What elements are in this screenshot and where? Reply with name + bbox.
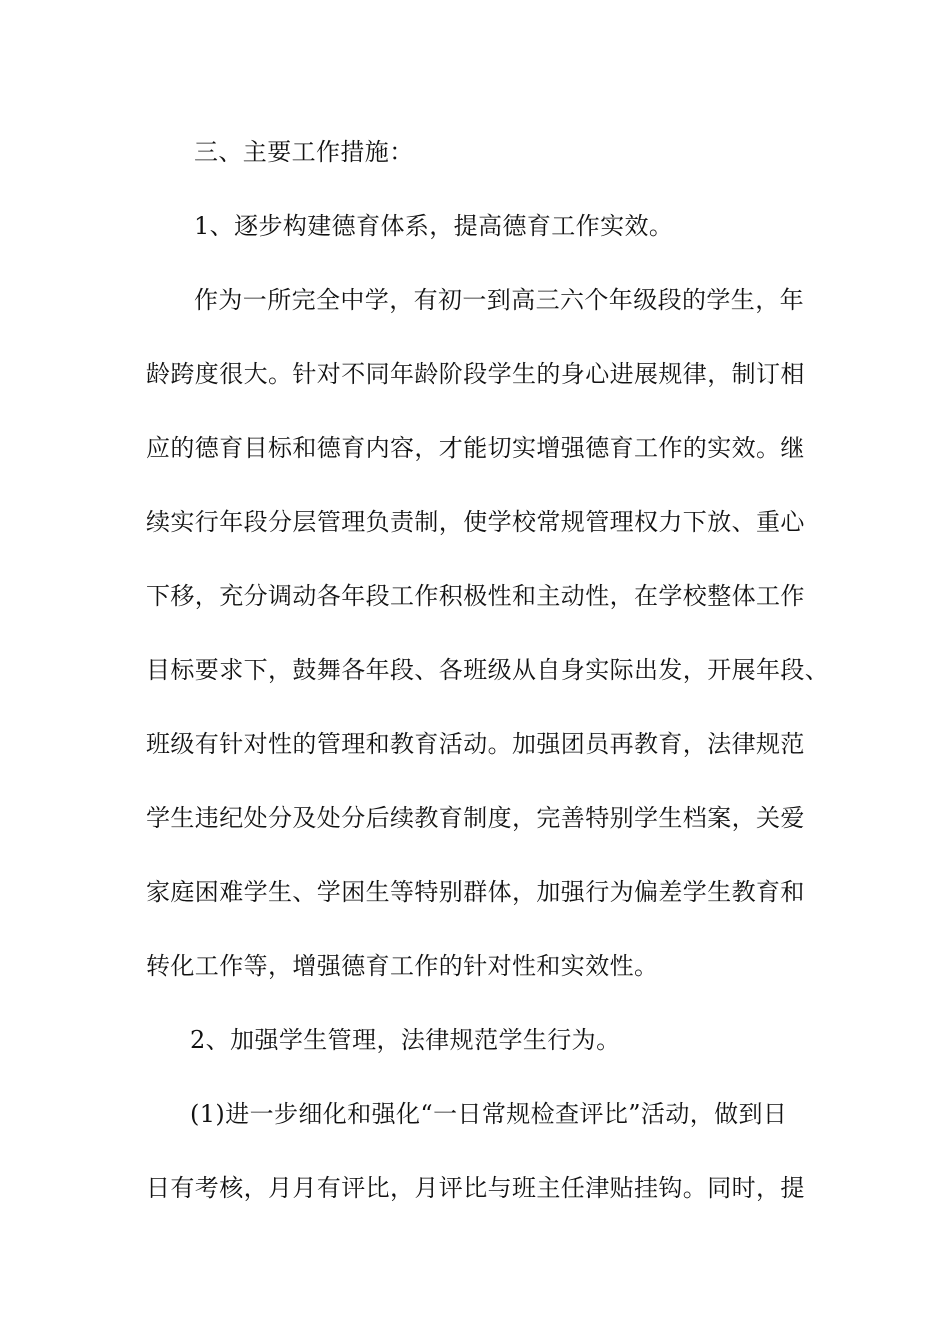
paragraph-line-2: 龄跨度很大。针对不同年龄阶段学生的身心进展规律，制订相 bbox=[146, 360, 805, 388]
paragraph-line-4: 续实行年段分层管理负责制，使学校常规管理权力下放、重心 bbox=[146, 508, 805, 536]
paragraph-line-1: 作为一所完全中学，有初一到高三六个年级段的学生，年 bbox=[194, 286, 804, 314]
paragraph-line-9: 家庭困难学生、学困生等特别群体，加强行为偏差学生教育和 bbox=[146, 878, 805, 906]
subsection-heading-1: 1、逐步构建德育体系，提高德育工作实效。 bbox=[194, 212, 674, 240]
section-heading: 三、主要工作措施： bbox=[194, 138, 414, 166]
paragraph-line-10: 转化工作等，增强德育工作的针对性和实效性。 bbox=[146, 952, 659, 980]
paragraph-line-11: (1)进一步细化和强化“一日常规检查评比”活动，做到日 bbox=[190, 1100, 788, 1128]
paragraph-line-5: 下移，充分调动各年段工作积极性和主动性，在学校整体工作 bbox=[146, 582, 805, 610]
paragraph-line-8: 学生违纪处分及处分后续教育制度，完善特别学生档案，关爱 bbox=[146, 804, 805, 832]
paragraph-line-3: 应的德育目标和德育内容，才能切实增强德育工作的实效。继 bbox=[146, 434, 805, 462]
paragraph-line-6: 目标要求下，鼓舞各年段、各班级从自身实际出发，开展年段、 bbox=[146, 656, 830, 684]
subsection-heading-2: 2、加强学生管理，法律规范学生行为。 bbox=[190, 1026, 621, 1054]
paragraph-line-12: 日有考核，月月有评比，月评比与班主任津贴挂钩。同时，提 bbox=[146, 1174, 805, 1202]
paragraph-line-7: 班级有针对性的管理和教育活动。加强团员再教育，法律规范 bbox=[146, 730, 805, 758]
